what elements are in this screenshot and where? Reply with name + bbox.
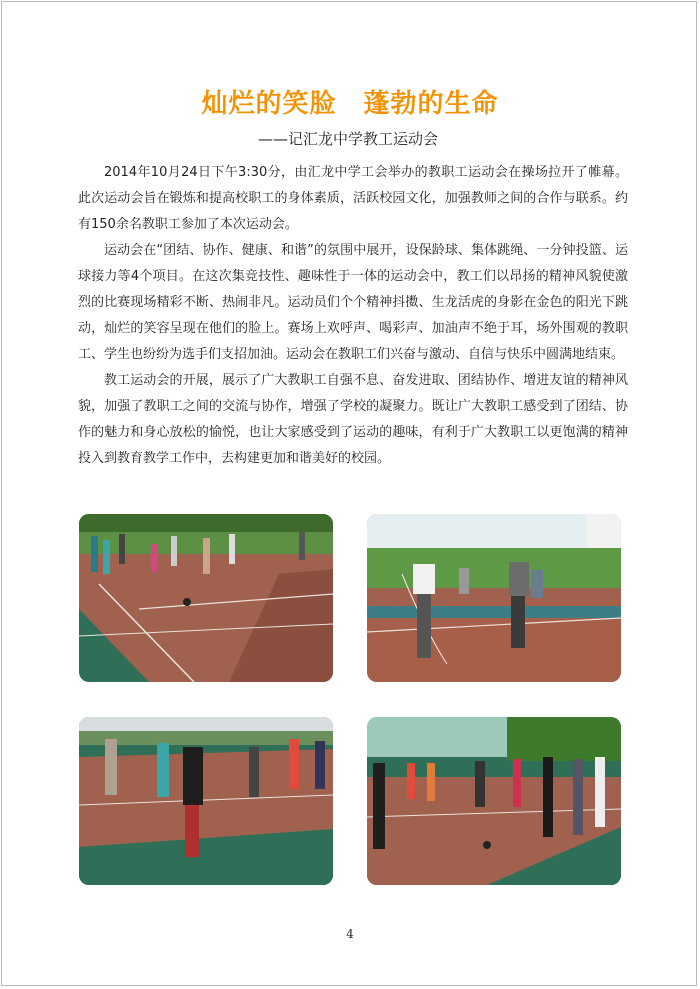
page-subtitle: ——记汇龙中学教工运动会 [258, 130, 439, 148]
photo-group-illustration [367, 717, 621, 885]
photo-women-jump-rope [79, 717, 333, 885]
photo-jump-rope [367, 514, 621, 682]
photo-group-game [367, 717, 621, 885]
paragraph-1: 2014年10月24日下午3:30分，由汇龙中学工会举办的教职工运动会在操场拉开了帷幕。此次运动会旨在锻炼和提高校职工的身体素质，活跃校园文化，加强教师之间的合作与联系。约有150余名教职工参加了本次运动会。 [78, 165, 628, 232]
page-title: 灿烂的笑脸 蓬勃的生命 [201, 89, 499, 119]
page-number: 4 [346, 927, 354, 941]
photo-jump-rope-illustration [367, 514, 621, 682]
article-body [78, 160, 628, 472]
photo-women-illustration [79, 717, 333, 885]
paragraph-2: 运动会在“团结、协作、健康、和谐”的氛围中展开，设保龄球、集体跳绳、一分钟投篮、运球接力等4个项目。在这次集竞技性、趣味性于一体的运动会中，教工们以昂扬的精神风貌使激烈的比赛现场精彩不断、热闹非凡。运动员们个个精神抖擞、生龙活虎的身影在金色的阳光下跳动，灿烂的笑容呈现在他们的脸上。赛场上欢呼声、喝彩声、加油声不绝于耳，场外围观的教职工、学生也纷纷为选手们支招加油。运动会在教职工们兴奋与激动、自信与快乐中圆满地结束。 [78, 243, 628, 362]
photo-bowling-illustration [79, 514, 333, 682]
paragraph-3: 教工运动会的开展，展示了广大教职工自强不息、奋发进取、团结协作、增进友谊的精神风貌，加强了教职工之间的交流与协作，增强了学校的凝聚力。既让广大教职工感受到了团结、协作的魅力和身心放松的愉悦，也让大家感受到了运动的趣味，有利于广大教职工以更饱满的精神投入到教育教学工作中，去构建更加和谐美好的校园。 [78, 373, 628, 466]
photo-bowling-game [79, 514, 333, 682]
